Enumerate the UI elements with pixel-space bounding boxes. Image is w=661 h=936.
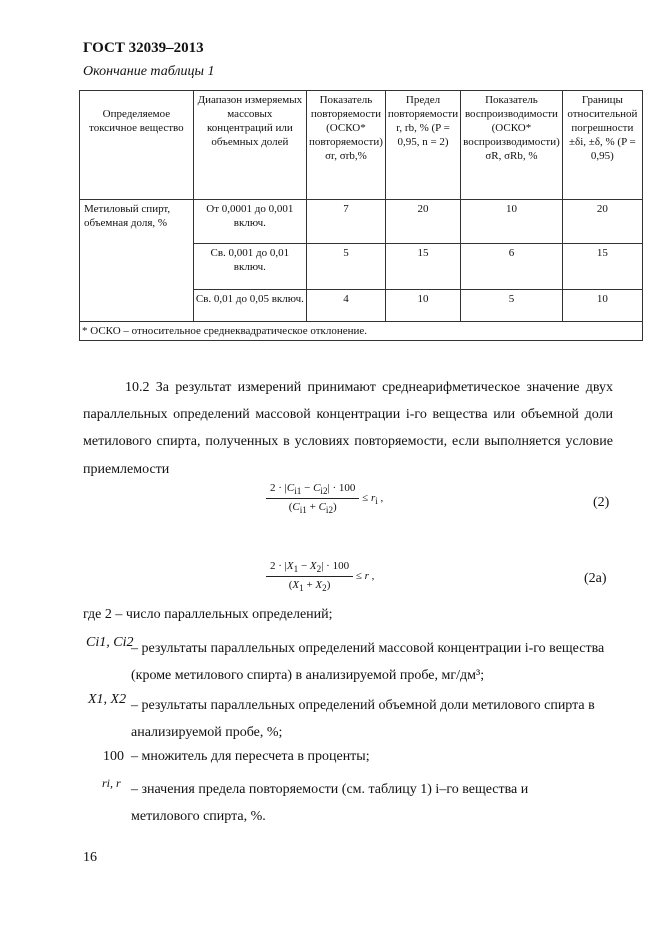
col-header-substance: Определяемое токсичное вещество [80, 91, 194, 200]
value-cell: 10 [562, 290, 642, 322]
legend-symbol-r: ri, r [102, 776, 121, 790]
table-footnote: * ОСКО – относительное среднеквадратическое отклонение. [80, 322, 643, 341]
equation-2-number: (2) [593, 495, 610, 510]
substance-cell: Метиловый спирт, объемная доля, % [80, 200, 194, 322]
equation-2a-fraction: $\frac{2 \cdot |X_1 - X_2| \cdot 100}{(X_1 + X_2)}$ [266, 560, 353, 593]
legend-text-c: – результаты параллельных определений массовой концентрации i-го вещества (кроме метилового спирта) в анализируемой пробе, мг/дм³; [131, 641, 605, 683]
value-cell: 15 [385, 244, 460, 290]
where-intro: где 2 – число параллельных определений; [83, 607, 333, 622]
equation-2: $\frac{2 \cdot |C_{i1} - C_{i2}| \cdot 100}{(C_{i1} + C_{i2})}$ ≤ $r_i$ , [266, 482, 383, 515]
page-number: 16 [83, 850, 97, 865]
value-cell: 10 [461, 200, 563, 244]
results-table [79, 90, 643, 341]
legend-text-100: – множитель для пересчета в проценты; [131, 749, 370, 764]
equation-2-fraction: $\frac{2 \cdot |C_{i1} - C_{i2}| \cdot 100}{(C_{i1} + C_{i2})}$ [266, 482, 359, 515]
standard-title: ГОСТ 32039–2013 [83, 40, 204, 56]
paragraph-10-2: 10.2 За результат измерений принимают среднеарифметическое значение двух параллельных определений массовой концентрации i-го вещества или объемной доли метилового спирта, полученных в условиях повторяемости, если выполняется условие приемлемости [83, 380, 613, 477]
col-header-reproducibility: Показатель воспроизводимости (ОСКО* воспроизводимости) σR, σRb, % [461, 91, 563, 200]
value-cell: 6 [461, 244, 563, 290]
value-cell: 10 [385, 290, 460, 322]
legend-symbol-100: 100 [103, 749, 124, 764]
legend-text-x: – результаты параллельных определений объемной доли метилового спирта в анализируемой пробе, %; [131, 698, 595, 740]
value-cell: 15 [562, 244, 642, 290]
value-cell: 20 [562, 200, 642, 244]
body-text [83, 374, 613, 483]
legend-symbol-c: Ci1, Ci2 [86, 635, 134, 650]
equation-2a-number: (2а) [584, 571, 607, 586]
table-row [80, 200, 643, 244]
value-cell: 5 [307, 244, 386, 290]
table-caption: Окончание таблицы 1 [83, 64, 215, 79]
value-cell: 20 [385, 200, 460, 244]
table-footnote-row [80, 322, 643, 341]
col-header-repeatability: Показатель повторяемости (ОСКО* повторяемости) σr, σrb,% [307, 91, 386, 200]
col-header-range: Диапазон измеряемых массовых концентраций или объемных долей [193, 91, 306, 200]
legend-text-r: – значения предела повторяемости (см. таблицу 1) i–го вещества и метилового спирта, %. [131, 782, 529, 824]
value-cell: 4 [307, 290, 386, 322]
table-header-row [80, 91, 643, 200]
value-cell: 7 [307, 200, 386, 244]
legend-symbol-x: X1, X2 [88, 692, 127, 707]
range-cell: От 0,0001 до 0,001 включ. [193, 200, 306, 244]
value-cell: 5 [461, 290, 563, 322]
range-cell: Св. 0,001 до 0,01 включ. [193, 244, 306, 290]
col-header-error-bounds: Границы относительной погрешности ±δi, ±δ, % (P = 0,95) [562, 91, 642, 200]
col-header-repeatability-limit: Предел повторяемости r, rb, % (P = 0,95, n = 2) [385, 91, 460, 200]
equation-2a: $\frac{2 \cdot |X_1 - X_2| \cdot 100}{(X_1 + X_2)}$ ≤ r , [266, 560, 374, 593]
range-cell: Св. 0,01 до 0,05 включ. [193, 290, 306, 322]
